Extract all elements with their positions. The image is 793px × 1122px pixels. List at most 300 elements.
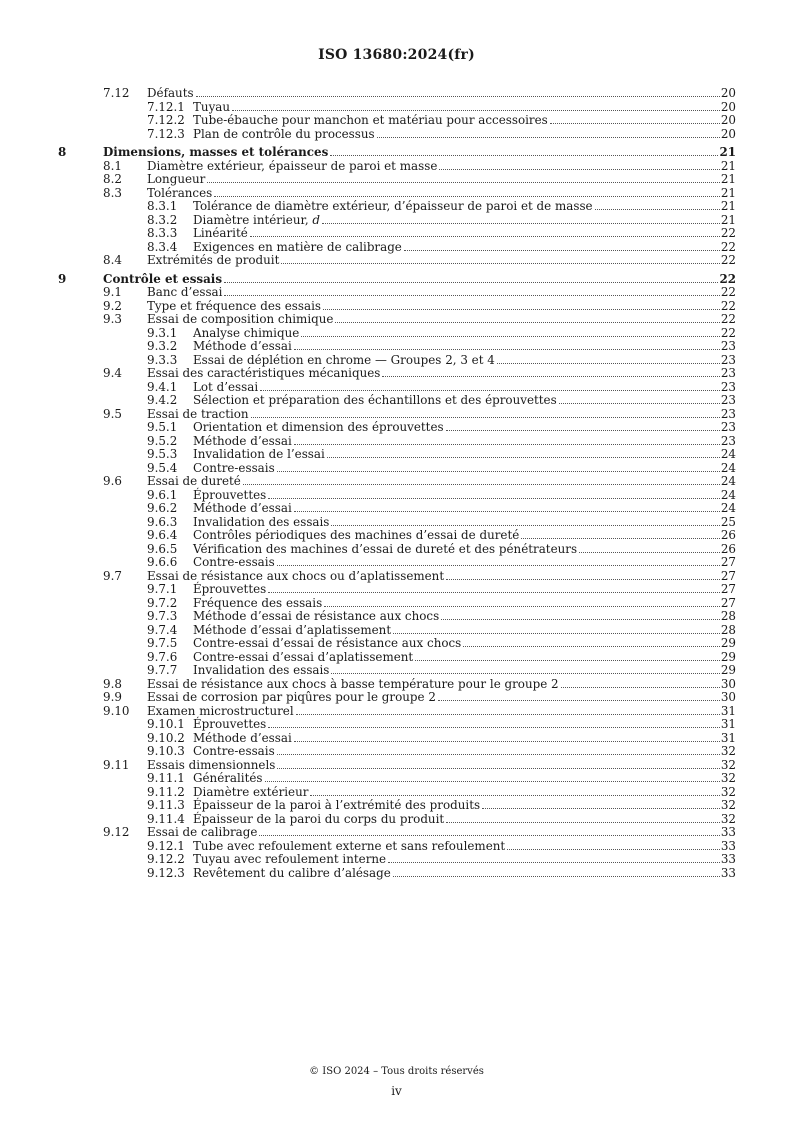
- toc-leader-dots: [388, 862, 720, 863]
- toc-title-text: Contre-essai d’essai de résistance aux chocs: [193, 636, 462, 650]
- toc-title-text: Généralités: [193, 771, 263, 785]
- toc-line: [193, 542, 736, 556]
- toc-line: [193, 501, 736, 515]
- toc-page-number: 33: [720, 865, 736, 880]
- toc-title-text: Longueur: [147, 172, 206, 186]
- toc-leader-dots: [260, 390, 720, 391]
- toc-entry[interactable]: [0, 785, 793, 799]
- toc-title-text: Méthode d’essai: [193, 501, 292, 515]
- toc-leader-dots: [561, 687, 720, 688]
- toc-page-number: 25: [720, 514, 736, 529]
- toc-entry[interactable]: [0, 447, 793, 461]
- toc-line: [193, 213, 736, 227]
- toc-title-text: Éprouvettes: [193, 487, 267, 502]
- toc-leader-dots: [296, 714, 720, 715]
- toc-page-number: 32: [720, 798, 736, 812]
- toc-entry[interactable]: [0, 758, 793, 772]
- toc-leader-dots: [393, 876, 720, 877]
- toc-entry[interactable]: [0, 199, 793, 213]
- toc-entry[interactable]: [0, 812, 793, 826]
- toc-line: [193, 339, 736, 353]
- toc-page-number: 33: [720, 852, 736, 866]
- toc-title: [193, 127, 375, 141]
- toc-entry[interactable]: [0, 501, 793, 515]
- toc-title: [147, 704, 294, 718]
- toc-number: 9.12.2: [147, 852, 185, 866]
- toc-leader-dots: [331, 525, 719, 526]
- toc-entry[interactable]: [0, 127, 793, 141]
- toc-entry[interactable]: [0, 650, 793, 664]
- toc-leader-dots: [415, 660, 720, 661]
- toc-line: [193, 461, 736, 475]
- toc-title: [193, 461, 275, 475]
- toc-title-text: Exigences en matière de calibrage: [193, 239, 402, 254]
- toc-number: 9.6.2: [147, 501, 178, 515]
- toc-title-text: Essais dimensionnels: [147, 757, 276, 772]
- toc-entry[interactable]: [0, 353, 793, 367]
- toc-line: [193, 798, 736, 812]
- toc-number: 9.6.3: [147, 514, 178, 529]
- toc-title-text: Essai de dureté: [147, 474, 241, 488]
- toc-title-text: Essai des caractéristiques mécaniques: [147, 366, 381, 380]
- toc-page-number: 26: [720, 528, 736, 542]
- toc-title-text: Méthode d’essai: [193, 339, 292, 353]
- toc-title-text: Revêtement du calibre d’alésage: [193, 865, 391, 880]
- toc-number: 9.12.1: [147, 838, 185, 853]
- toc-line: [193, 663, 736, 677]
- toc-line: [147, 474, 736, 488]
- toc-leader-dots: [251, 417, 720, 418]
- toc-leader-dots: [446, 579, 720, 580]
- toc-page-number: 30: [720, 676, 736, 691]
- toc-entry[interactable]: [0, 186, 793, 200]
- toc-line: [147, 159, 736, 173]
- toc-line: [147, 186, 736, 200]
- toc-entry[interactable]: [0, 731, 793, 745]
- toc-title: [147, 407, 249, 421]
- toc-leader-dots: [294, 444, 720, 445]
- toc-page-number: 26: [720, 541, 736, 556]
- toc-title: [193, 501, 292, 515]
- toc-entry[interactable]: [0, 744, 793, 758]
- toc-title: [193, 771, 263, 785]
- toc-entry[interactable]: [0, 663, 793, 677]
- toc-entry[interactable]: [0, 866, 793, 880]
- toc-page-number: 21: [720, 199, 736, 213]
- toc-line: [193, 866, 736, 880]
- toc-title: [193, 113, 548, 127]
- toc-entry[interactable]: [0, 172, 793, 186]
- toc-number: 8.3.3: [147, 226, 178, 240]
- toc-title: [147, 758, 275, 772]
- toc-leader-dots: [324, 606, 720, 607]
- toc-entry[interactable]: [0, 461, 793, 475]
- toc-line: [193, 744, 736, 758]
- toc-leader-dots: [277, 565, 720, 566]
- toc-title: [193, 447, 325, 461]
- toc-page-number: 23: [720, 420, 736, 434]
- toc-line: [147, 825, 736, 839]
- toc-line: [193, 852, 736, 866]
- toc-line: [147, 366, 736, 380]
- toc-line: [193, 240, 736, 254]
- toc-title: [147, 86, 194, 100]
- toc-title-text: Fréquence des essais: [193, 595, 323, 610]
- toc-chapter[interactable]: [0, 145, 793, 159]
- toc-title: [147, 690, 436, 704]
- toc-line: [193, 380, 736, 394]
- toc-number: 8.2: [103, 172, 122, 186]
- toc-number: 8.3.4: [147, 239, 178, 254]
- toc-page-number: 32: [720, 744, 736, 758]
- toc-page-number: 22: [720, 253, 736, 267]
- toc-entry[interactable]: [0, 253, 793, 267]
- toc-entry[interactable]: [0, 636, 793, 650]
- toc-page-number: 22: [720, 285, 736, 299]
- toc-title: [193, 744, 275, 758]
- toc-number: 9.9: [103, 690, 122, 704]
- toc-number: 8.4: [103, 253, 122, 267]
- toc-page-number: 31: [720, 703, 736, 718]
- toc-entry[interactable]: [0, 380, 793, 394]
- toc-title: [147, 825, 257, 839]
- toc-page-number: 22: [720, 312, 736, 326]
- toc-title: [193, 226, 248, 240]
- toc-number: 9.1: [103, 285, 122, 299]
- toc-title: [193, 380, 258, 394]
- toc-title: [193, 663, 329, 677]
- toc-entry[interactable]: [0, 407, 793, 421]
- toc-leader-dots: [268, 592, 720, 593]
- toc-title-text: Contrôle et essais: [103, 271, 223, 286]
- toc-number: 9.2: [103, 298, 122, 313]
- toc-line: [193, 785, 736, 799]
- toc-leader-dots: [463, 646, 720, 647]
- toc-title-text: Type et fréquence des essais: [147, 298, 321, 313]
- toc-leader-dots: [377, 137, 720, 138]
- toc-title-text: Méthode d’essai de résistance aux chocs: [193, 609, 440, 623]
- toc-title-text: Examen microstructurel: [147, 703, 294, 718]
- toc-title: [193, 515, 329, 529]
- toc-page-number: 32: [720, 811, 736, 826]
- toc-title: [193, 240, 402, 254]
- toc-leader-dots: [224, 295, 719, 296]
- toc-entry[interactable]: [0, 839, 793, 853]
- toc-title-text: Contrôles périodiques des machines d’essai de dureté: [193, 528, 520, 542]
- toc-number: 7.12: [103, 86, 130, 100]
- toc-line: [193, 812, 736, 826]
- toc-title: [193, 393, 557, 407]
- toc-line: [147, 569, 736, 583]
- toc-entry[interactable]: [0, 771, 793, 785]
- toc-entry[interactable]: [0, 488, 793, 502]
- toc-title-text: Sélection et préparation des échantillons et des éprouvettes: [193, 393, 557, 407]
- toc-leader-dots: [277, 768, 719, 769]
- toc-page-number: 23: [720, 352, 736, 367]
- toc-entry[interactable]: [0, 326, 793, 340]
- toc-entry[interactable]: [0, 596, 793, 610]
- toc-number: 9.12: [103, 825, 130, 839]
- toc-leader-dots: [438, 700, 720, 701]
- toc-entry[interactable]: [0, 86, 793, 100]
- toc-leader-dots: [268, 727, 720, 728]
- toc-page-number: 20: [720, 113, 736, 127]
- toc-title: [193, 596, 322, 610]
- toc-leader-dots: [277, 754, 720, 755]
- toc-title-text: Analyse chimique: [193, 325, 300, 340]
- toc-page-number: 33: [720, 825, 736, 839]
- toc-page-number: 24: [720, 487, 736, 502]
- toc-entry[interactable]: [0, 677, 793, 691]
- toc-title-text: Linéarité: [193, 226, 248, 240]
- toc-number: 7.12.1: [147, 99, 185, 114]
- toc-title-text: Contre-essais: [193, 555, 275, 569]
- toc-page-number: 29: [720, 636, 736, 650]
- toc-title-text: Épaisseur de la paroi du corps du produit: [193, 811, 445, 826]
- toc-page-number: 21: [720, 185, 736, 200]
- toc-page-number: 23: [720, 366, 736, 380]
- toc-leader-dots: [196, 96, 720, 97]
- toc-entry[interactable]: [0, 339, 793, 353]
- toc-page-number: 32: [720, 784, 736, 799]
- toc-number: 9.7.1: [147, 582, 178, 596]
- toc-number: 9.5: [103, 406, 122, 421]
- toc-title-text: Essai de résistance aux chocs à basse température pour le groupe 2: [147, 676, 559, 691]
- toc-entry[interactable]: [0, 609, 793, 623]
- toc-leader-dots: [250, 236, 720, 237]
- toc-line: [193, 555, 736, 569]
- toc-title: [147, 159, 437, 173]
- toc-line: [193, 326, 736, 340]
- toc-title: [147, 299, 321, 313]
- toc-leader-dots: [224, 282, 718, 283]
- toc-entry[interactable]: [0, 690, 793, 704]
- toc-line: [193, 447, 736, 461]
- toc-entry[interactable]: [0, 515, 793, 529]
- toc-number: 9.7.6: [147, 649, 178, 664]
- toc-leader-dots: [232, 110, 720, 111]
- toc-entry[interactable]: [0, 623, 793, 637]
- toc-title: [193, 420, 444, 434]
- toc-line: [103, 272, 736, 286]
- toc-title: [193, 353, 495, 367]
- toc-title-text: Défauts: [147, 86, 194, 100]
- toc-page-number: 22: [720, 325, 736, 340]
- toc-entry[interactable]: [0, 213, 793, 227]
- toc-title: [193, 798, 480, 812]
- toc-page-number: 23: [720, 339, 736, 353]
- toc-line: [147, 253, 736, 267]
- toc-number: 9.11.2: [147, 784, 185, 799]
- toc-title: [193, 866, 391, 880]
- toc-number: 9.8: [103, 676, 122, 691]
- toc-entry[interactable]: [0, 100, 793, 114]
- toc-page-number: 20: [720, 99, 736, 114]
- toc-number: 9.11.4: [147, 811, 185, 826]
- toc-number: 9.6: [103, 474, 122, 488]
- toc-number: 9.6.5: [147, 541, 178, 556]
- toc-page-number: 24: [720, 474, 736, 488]
- toc-title: [103, 272, 222, 286]
- toc-page-number: 31: [720, 730, 736, 745]
- toc-line: [193, 596, 736, 610]
- toc-title: [193, 609, 439, 623]
- toc-entry[interactable]: [0, 825, 793, 839]
- toc-title: [193, 199, 593, 213]
- toc-title: [193, 542, 577, 556]
- toc-number: 7.12.2: [147, 113, 185, 127]
- toc-title-text: Essai de déplétion en chrome — Groupes 2, 3 et 4: [193, 352, 495, 367]
- toc-title-text: Invalidation des essais: [193, 663, 330, 677]
- toc-number: 9.6.1: [147, 487, 178, 502]
- toc-title-text: Extrémités de produit: [147, 253, 280, 267]
- toc-page-number: 21: [720, 158, 736, 173]
- toc-number: 8.3.2: [147, 212, 178, 227]
- toc-entry[interactable]: [0, 159, 793, 173]
- toc-page-number: 23: [720, 379, 736, 394]
- toc-page-number: 32: [720, 757, 736, 772]
- toc-title-text: Contre-essais: [193, 460, 275, 475]
- toc-title-text: Tolérance de diamètre extérieur, d’épaisseur de paroi et de masse: [193, 199, 593, 213]
- toc-line: [193, 839, 736, 853]
- toc-title: [193, 636, 461, 650]
- toc-leader-dots: [482, 808, 720, 809]
- toc-leader-dots: [521, 538, 720, 539]
- toc-entry[interactable]: [0, 582, 793, 596]
- toc-entry[interactable]: [0, 704, 793, 718]
- toc-leader-dots: [294, 511, 720, 512]
- toc-number: 9.11.3: [147, 798, 185, 812]
- toc-leader-dots: [310, 795, 719, 796]
- toc-entry[interactable]: [0, 555, 793, 569]
- toc-number: 9.5.2: [147, 433, 178, 448]
- toc-entry[interactable]: [0, 393, 793, 407]
- toc-title: [193, 339, 292, 353]
- toc-number: 9.4.2: [147, 393, 178, 407]
- toc-line: [193, 393, 736, 407]
- toc-title: [193, 785, 308, 799]
- toc-title-text: Contre-essai d’essai d’aplatissement: [193, 649, 414, 664]
- toc-title-text: Diamètre extérieur: [193, 784, 309, 799]
- toc-entry[interactable]: [0, 542, 793, 556]
- toc-number: 9.7.4: [147, 622, 178, 637]
- toc-line: [147, 299, 736, 313]
- toc-number: 8.3.1: [147, 199, 178, 213]
- toc-title: [193, 623, 391, 637]
- toc-leader-dots: [497, 363, 720, 364]
- toc-entry[interactable]: [0, 113, 793, 127]
- toc-line: [193, 488, 736, 502]
- toc-entry[interactable]: [0, 528, 793, 542]
- toc-number: 9.10.2: [147, 730, 185, 745]
- toc-title-text: Tube-ébauche pour manchon et matériau pour accessoires: [193, 113, 548, 127]
- toc-title: [147, 253, 279, 267]
- toc-line: [147, 285, 736, 299]
- toc-line: [147, 172, 736, 186]
- toc-title-italic: d: [312, 212, 321, 227]
- toc-leader-dots: [441, 619, 720, 620]
- toc-number: 9.10: [103, 703, 130, 718]
- toc-title: [193, 582, 266, 596]
- toc-number: 9.7: [103, 568, 122, 583]
- document-header: ISO 13680:2024(fr): [318, 47, 475, 63]
- toc-title: [193, 731, 292, 745]
- toc-line: [193, 515, 736, 529]
- toc-entry[interactable]: [0, 474, 793, 488]
- toc-entry[interactable]: [0, 717, 793, 731]
- toc-title: [147, 312, 333, 326]
- toc-line: [193, 582, 736, 596]
- toc-line: [193, 771, 736, 785]
- toc-page-number: 22: [720, 239, 736, 254]
- toc-line: [193, 434, 736, 448]
- toc-page-number: 33: [720, 838, 736, 853]
- toc-title: [147, 172, 205, 186]
- toc-entry[interactable]: [0, 285, 793, 299]
- toc-title-text: Éprouvettes: [193, 717, 267, 731]
- toc-line: [147, 704, 736, 718]
- toc-page-number: 21: [720, 212, 736, 227]
- toc-title-text: Méthode d’essai: [193, 433, 292, 448]
- toc-page-number: 28: [720, 622, 736, 637]
- toc-number: 9.7.2: [147, 595, 178, 610]
- toc-entry[interactable]: [0, 569, 793, 583]
- toc-page-number: 29: [720, 663, 736, 677]
- toc-entry[interactable]: [0, 240, 793, 254]
- toc-number: 9.3: [103, 312, 122, 326]
- toc-leader-dots: [207, 182, 719, 183]
- toc-title: [147, 285, 222, 299]
- toc-page-number: 21: [719, 145, 736, 159]
- toc-chapter[interactable]: [0, 272, 793, 286]
- toc-page-number: 21: [720, 172, 736, 186]
- toc-leader-dots: [393, 633, 720, 634]
- toc-entry[interactable]: [0, 366, 793, 380]
- toc-title: [193, 812, 444, 826]
- toc-title-text: Invalidation de l’essai: [193, 447, 325, 461]
- toc-title-text: Dimensions, masses et tolérances: [103, 145, 329, 159]
- toc-title: [193, 100, 230, 114]
- toc-line: [193, 528, 736, 542]
- toc-title-text: Diamètre intérieur,: [193, 212, 313, 227]
- toc-title-text: Tuyau: [193, 99, 231, 114]
- toc-title: [193, 488, 266, 502]
- toc-entry[interactable]: [0, 798, 793, 812]
- toc-entry[interactable]: [0, 852, 793, 866]
- toc-number: 8: [58, 145, 67, 159]
- toc-leader-dots: [595, 209, 720, 210]
- toc-entry[interactable]: [0, 312, 793, 326]
- toc-title: [193, 213, 320, 227]
- toc-leader-dots: [404, 250, 720, 251]
- toc-title-text: Essai de résistance aux chocs ou d’aplatissement: [147, 568, 445, 583]
- toc-leader-dots: [507, 849, 720, 850]
- toc-leader-dots: [214, 196, 720, 197]
- toc-leader-dots: [268, 498, 720, 499]
- toc-title-text: Diamètre extérieur, épaisseur de paroi et masse: [147, 158, 438, 173]
- toc-entry[interactable]: [0, 299, 793, 313]
- toc-entry[interactable]: [0, 420, 793, 434]
- toc-leader-dots: [294, 741, 720, 742]
- toc-page-number: 20: [720, 126, 736, 141]
- toc-leader-dots: [446, 430, 720, 431]
- toc-line: [193, 650, 736, 664]
- toc-title-text: Contre-essais: [193, 744, 275, 758]
- toc-entry[interactable]: [0, 226, 793, 240]
- toc-leader-dots: [550, 123, 720, 124]
- toc-leader-dots: [579, 552, 720, 553]
- toc-entry[interactable]: [0, 434, 793, 448]
